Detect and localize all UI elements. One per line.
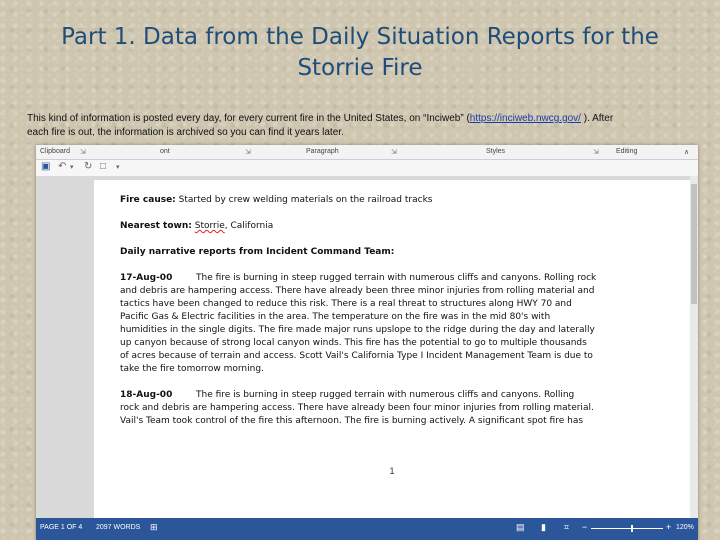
intro-line-2: each fire is out, the information is archived so you can find it years later.	[27, 127, 344, 138]
word-count[interactable]: 2097 WORDS	[96, 524, 141, 531]
report-line	[120, 389, 606, 402]
report-line	[120, 324, 606, 337]
ribbon	[36, 145, 698, 160]
intro-after-link: ). After	[580, 113, 614, 124]
save-icon[interactable]: ▣	[41, 161, 51, 172]
report-line: tactics have been changed to reduce this risk. There is a real threat to structures along HWY 70 and	[120, 299, 572, 309]
page-number: 1	[389, 466, 395, 476]
ribbon-group-editing[interactable]: Editing	[616, 148, 638, 155]
proofing-icon[interactable]: ⊞	[150, 522, 158, 532]
zoom-slider[interactable]	[591, 528, 663, 529]
styles-launcher-icon[interactable]: ⇲	[593, 149, 599, 156]
read-mode-icon[interactable]: ▤	[516, 522, 525, 532]
fire-cause-text: Started by crew welding materials on the railroad tracks	[175, 195, 433, 205]
report-text: The fire is burning in steep rugged terrain with numerous cliffs and canyons. Rolling rock	[196, 273, 597, 283]
redo-icon[interactable]: ↻	[84, 161, 93, 172]
quick-access-toolbar	[36, 160, 698, 176]
zoom-in-button[interactable]: +	[666, 522, 672, 532]
paragraph-launcher-icon[interactable]: ⇲	[391, 149, 397, 156]
inciweb-link[interactable]: https://inciweb.nwcg.gov/	[469, 113, 581, 124]
print-layout-icon[interactable]: ▮	[541, 522, 546, 532]
report-text: The fire made major runs upslope to the ridge during the day and laterally	[258, 325, 595, 335]
nearest-town-name[interactable]: Storrie	[194, 221, 225, 231]
report-line	[120, 272, 606, 285]
report-entry-18-aug	[120, 389, 606, 428]
nearest-town-label: Nearest town:	[120, 221, 192, 231]
customize-toolbar-icon[interactable]: ▾	[116, 164, 120, 171]
web-layout-icon[interactable]: ⌗	[564, 522, 570, 532]
undo-dropdown-icon[interactable]: ▾	[70, 164, 74, 171]
document-body[interactable]	[120, 194, 606, 428]
scrollbar-thumb[interactable]	[691, 184, 697, 304]
report-date: 17-Aug-00	[120, 273, 173, 283]
report-text: The fire is burning in steep rugged terrain with numerous cliffs and canyons. Rolling	[196, 390, 575, 400]
report-line: Vail's Team took control of the fire this afternoon. The fire is burning actively. A significant spot fire has	[120, 416, 584, 426]
report-line: and debris are hampering access. There have already been three minor injuries from rolling material and	[120, 286, 595, 296]
document-area	[36, 176, 698, 518]
report-text-humidities: humidities in the single digits.	[120, 325, 256, 335]
nearest-town-line	[120, 220, 606, 233]
nearest-town-state: , California	[224, 221, 274, 231]
report-date: 18-Aug-00	[120, 390, 173, 400]
font-launcher-icon[interactable]: ⇲	[245, 149, 251, 156]
intro-text	[27, 112, 697, 140]
fire-cause-label: Fire cause:	[120, 195, 176, 205]
page-count[interactable]: PAGE 1 OF 4	[40, 524, 83, 531]
ribbon-group-font[interactable]: ont	[160, 148, 170, 155]
ribbon-group-styles[interactable]: Styles	[486, 148, 506, 155]
status-bar	[36, 518, 698, 540]
slide-title-line-2: Storrie Fire	[297, 55, 423, 81]
report-line: rock and debris are hampering access. There have already been four minor injuries from rolling material.	[120, 403, 594, 413]
undo-icon[interactable]: ↶	[58, 161, 67, 172]
report-line: up canyon because of strong local canyon winds. This fire has the potential to go to multiple thousands	[120, 338, 587, 348]
zoom-out-button[interactable]: −	[582, 522, 588, 532]
narrative-heading: Daily narrative reports from Incident Command Team:	[120, 247, 395, 257]
collapse-ribbon-icon[interactable]: ∧	[684, 149, 690, 156]
ribbon-group-clipboard[interactable]: Clipboard	[40, 148, 70, 155]
clipboard-launcher-icon[interactable]: ⇲	[80, 149, 86, 156]
slide-title-line-1: Part 1. Data from the Daily Situation Reports for the	[61, 24, 659, 50]
report-entry-17-aug	[120, 272, 606, 376]
fire-cause-line	[120, 194, 606, 207]
word-window	[36, 145, 698, 540]
slide-title	[20, 22, 700, 84]
intro-before-link: This kind of information is posted every day, for every current fire in the United States, on “Inciweb” (	[27, 113, 470, 124]
report-line: of acres because of terrain and access. Scott Vail's California Type I Incident Management Team is due to	[120, 351, 593, 361]
report-line: Pacific Gas & Electric facilities in the area. The temperature on the fire was in the mid 80's with	[120, 312, 551, 322]
zoom-slider-thumb[interactable]	[631, 525, 633, 532]
report-line: take the fire tomorrow morning.	[120, 364, 264, 374]
document-page[interactable]	[94, 180, 690, 518]
zoom-level[interactable]: 120%	[676, 524, 694, 531]
vertical-scrollbar[interactable]	[690, 176, 698, 518]
open-icon[interactable]: □	[100, 161, 107, 172]
ribbon-group-paragraph[interactable]: Paragraph	[306, 148, 339, 155]
